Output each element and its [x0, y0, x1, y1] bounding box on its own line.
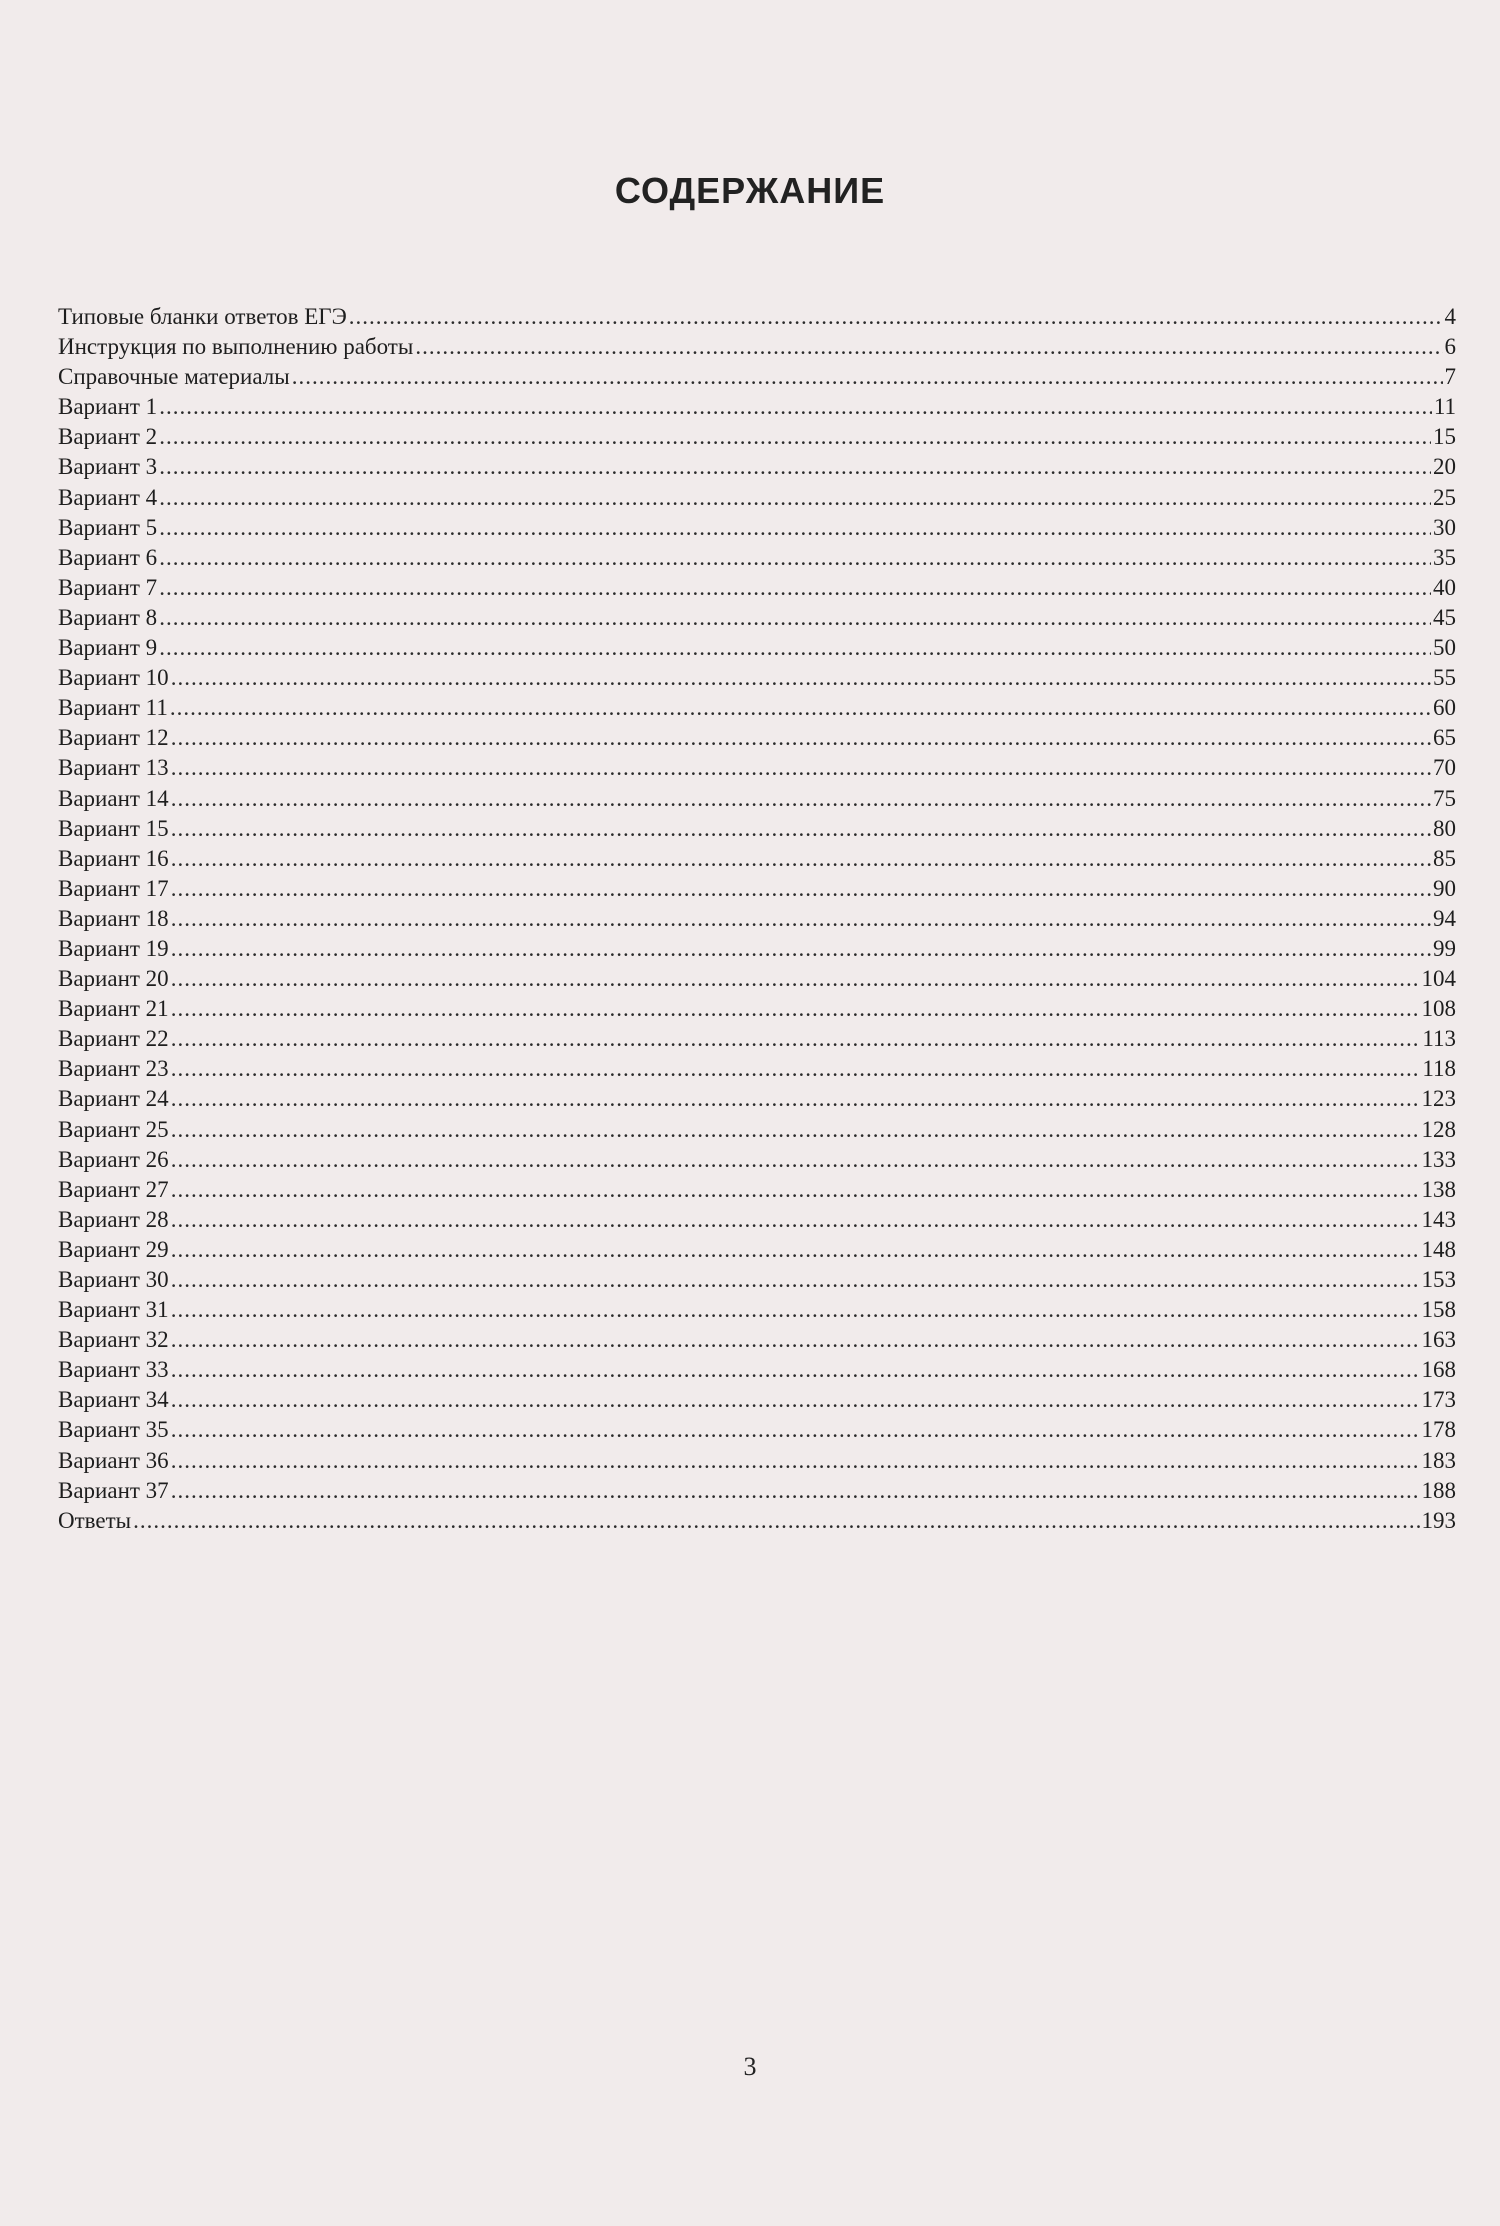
toc-entry-label: Вариант 29 [58, 1236, 169, 1262]
toc-entry-label: Вариант 6 [58, 544, 158, 570]
toc-entry-page: 50 [1433, 635, 1456, 661]
toc-entry-page: 4 [1444, 304, 1456, 329]
toc-entry-label: Вариант 21 [58, 996, 169, 1022]
toc-leader-dots [171, 1325, 1420, 1355]
page-title: СОДЕРЖАНИЕ [614, 170, 886, 211]
toc-entry [58, 723, 1456, 753]
toc-entry [58, 332, 1456, 362]
toc-entry-page: 104 [1421, 966, 1456, 992]
toc-entry-page: 99 [1433, 935, 1456, 961]
toc-leader-dots [171, 1205, 1420, 1235]
toc-leader-dots [171, 723, 1431, 753]
toc-entry [58, 784, 1456, 814]
toc-entry-page: 163 [1421, 1327, 1456, 1353]
toc-entry-label: Справочные материалы [58, 364, 290, 390]
toc-leader-dots [159, 422, 1431, 452]
toc-entry [58, 874, 1456, 904]
toc-entry-label: Вариант 3 [58, 454, 158, 480]
toc-entry [58, 513, 1456, 543]
toc-entry-label: Вариант 9 [58, 635, 158, 661]
toc-leader-dots [171, 1235, 1420, 1265]
toc-entry-page: 173 [1421, 1387, 1456, 1413]
toc-entry-label: Вариант 15 [58, 815, 169, 841]
toc-entry-page: 11 [1433, 394, 1456, 420]
toc-entry [58, 994, 1456, 1024]
toc-entry-page: 143 [1421, 1206, 1456, 1232]
toc-entry-page: 94 [1433, 905, 1456, 931]
toc-entry [58, 1054, 1456, 1084]
toc-entry-page: 148 [1421, 1236, 1456, 1262]
toc-entry-page: 15 [1433, 424, 1456, 450]
toc-entry-label: Вариант 8 [58, 604, 158, 630]
toc-entry [58, 392, 1456, 422]
toc-leader-dots [171, 874, 1431, 904]
toc-entry-label: Вариант 22 [58, 1026, 169, 1052]
toc-entry-label: Вариант 27 [58, 1176, 169, 1202]
toc-entry [58, 934, 1456, 964]
toc-leader-dots [170, 693, 1431, 723]
toc-entry [58, 1235, 1456, 1265]
toc-entry-page: 108 [1421, 996, 1456, 1022]
toc-leader-dots [171, 934, 1431, 964]
toc-entry-page: 25 [1433, 484, 1456, 510]
toc-leader-dots [171, 844, 1431, 874]
toc-entry-label: Вариант 30 [58, 1267, 169, 1292]
toc-entry [58, 1355, 1456, 1385]
toc-entry [58, 1205, 1456, 1235]
toc-entry-label: Вариант 32 [58, 1327, 169, 1353]
toc-leader-dots [171, 784, 1431, 814]
toc-entry [58, 483, 1456, 513]
toc-entry [58, 1325, 1456, 1355]
toc-entry [58, 543, 1456, 573]
toc-leader-dots [171, 1385, 1420, 1415]
toc-leader-dots [159, 392, 1432, 422]
toc-entry-label: Вариант 28 [58, 1206, 169, 1232]
table-of-contents [58, 302, 1456, 1536]
toc-leader-dots [171, 1145, 1420, 1175]
toc-entry [58, 663, 1456, 693]
toc-entry [58, 1385, 1456, 1415]
toc-entry-label: Вариант 4 [58, 484, 158, 510]
toc-entry-label: Вариант 12 [58, 725, 169, 751]
toc-entry-page: 118 [1422, 1056, 1456, 1082]
toc-entry [58, 964, 1456, 994]
toc-leader-dots [171, 904, 1431, 934]
toc-entry [58, 1476, 1456, 1506]
toc-entry-page: 35 [1433, 544, 1456, 570]
toc-leader-dots [415, 332, 1442, 362]
toc-entry-label: Вариант 26 [58, 1146, 169, 1172]
toc-entry [58, 603, 1456, 633]
toc-entry-page: 85 [1433, 845, 1456, 871]
toc-leader-dots [159, 573, 1431, 603]
toc-entry-page: 193 [1421, 1507, 1456, 1533]
toc-entry-label: Вариант 7 [58, 574, 158, 600]
toc-entry [58, 1024, 1456, 1054]
toc-entry-label: Вариант 24 [58, 1086, 169, 1112]
toc-entry-label: Вариант 16 [58, 845, 169, 871]
toc-leader-dots [171, 1476, 1420, 1506]
toc-leader-dots [159, 633, 1431, 663]
toc-entry-label: Вариант 34 [58, 1387, 169, 1413]
toc-entry-page: 20 [1433, 454, 1456, 480]
toc-entry-label: Вариант 37 [58, 1477, 169, 1503]
toc-leader-dots [133, 1506, 1419, 1536]
toc-entry [58, 573, 1456, 603]
toc-entry-page: 90 [1433, 875, 1456, 901]
toc-entry-page: 45 [1433, 604, 1456, 630]
toc-entry [58, 844, 1456, 874]
toc-entry-page: 60 [1433, 695, 1456, 721]
toc-leader-dots [159, 483, 1431, 513]
toc-leader-dots [171, 1024, 1421, 1054]
toc-leader-dots [171, 1054, 1421, 1084]
toc-leader-dots [171, 964, 1420, 994]
toc-entry-label: Вариант 25 [58, 1116, 169, 1142]
toc-entry-page: 158 [1421, 1297, 1456, 1323]
toc-leader-dots [171, 1175, 1420, 1205]
toc-leader-dots [171, 663, 1431, 693]
page-number: 3 [743, 2052, 757, 2081]
toc-entry-page: 123 [1421, 1086, 1456, 1112]
toc-entry-page: 6 [1444, 334, 1456, 360]
toc-entry-label: Вариант 19 [58, 935, 169, 961]
toc-entry [58, 1506, 1456, 1536]
toc-entry [58, 302, 1456, 332]
toc-leader-dots [159, 452, 1431, 482]
toc-entry-page: 7 [1444, 364, 1456, 390]
toc-leader-dots [171, 994, 1420, 1024]
toc-entry [58, 1415, 1456, 1445]
toc-entry [58, 452, 1456, 482]
toc-leader-dots [292, 362, 1443, 392]
toc-leader-dots [349, 302, 1443, 332]
toc-entry-label: Вариант 13 [58, 755, 169, 781]
toc-entry-label: Вариант 33 [58, 1357, 169, 1383]
toc-entry-label: Вариант 5 [58, 514, 158, 540]
toc-leader-dots [171, 1084, 1420, 1114]
toc-entry-label: Инструкция по выполнению работы [58, 334, 414, 360]
toc-entry-page: 128 [1421, 1116, 1456, 1142]
toc-entry-page: 188 [1421, 1477, 1456, 1503]
toc-entry [58, 633, 1456, 663]
toc-entry-label: Вариант 36 [58, 1447, 169, 1473]
toc-entry-label: Вариант 20 [58, 966, 169, 992]
toc-entry-label: Вариант 31 [58, 1297, 169, 1323]
toc-entry-label: Вариант 11 [58, 695, 168, 721]
toc-entry-page: 65 [1433, 725, 1456, 751]
toc-leader-dots [159, 543, 1431, 573]
toc-entry [58, 1446, 1456, 1476]
toc-leader-dots [171, 1295, 1420, 1325]
toc-entry [58, 362, 1456, 392]
toc-entry-page: 30 [1433, 514, 1456, 540]
toc-entry-page: 138 [1421, 1176, 1456, 1202]
toc-leader-dots [171, 1265, 1420, 1295]
toc-entry [58, 904, 1456, 934]
toc-entry-page: 178 [1421, 1417, 1456, 1443]
toc-entry [58, 1115, 1456, 1145]
toc-leader-dots [159, 603, 1431, 633]
toc-leader-dots [171, 1446, 1420, 1476]
toc-entry-label: Вариант 18 [58, 905, 169, 931]
toc-entry [58, 1145, 1456, 1175]
toc-entry-page: 153 [1421, 1267, 1456, 1292]
toc-entry [58, 814, 1456, 844]
toc-entry [58, 1175, 1456, 1205]
toc-entry [58, 693, 1456, 723]
toc-leader-dots [159, 513, 1431, 543]
toc-entry [58, 1295, 1456, 1325]
toc-entry-label: Ответы [58, 1507, 132, 1533]
toc-entry-label: Вариант 10 [58, 665, 169, 691]
toc-entry [58, 422, 1456, 452]
toc-entry-label: Вариант 1 [58, 394, 158, 420]
toc-entry-page: 40 [1433, 574, 1456, 600]
toc-entry-label: Вариант 23 [58, 1056, 169, 1082]
toc-leader-dots [171, 1415, 1420, 1445]
toc-entry-page: 168 [1421, 1357, 1456, 1383]
toc-leader-dots [171, 814, 1431, 844]
toc-leader-dots [171, 1115, 1420, 1145]
toc-entry-label: Типовые бланки ответов ЕГЭ [58, 304, 347, 329]
toc-entry-page: 75 [1433, 785, 1456, 811]
toc-entry [58, 753, 1456, 783]
toc-entry-page: 70 [1433, 755, 1456, 781]
toc-entry-page: 183 [1421, 1447, 1456, 1473]
toc-entry-page: 55 [1433, 665, 1456, 691]
toc-entry-label: Вариант 35 [58, 1417, 169, 1443]
toc-entry-page: 133 [1421, 1146, 1456, 1172]
toc-leader-dots [171, 753, 1431, 783]
toc-entry-page: 80 [1433, 815, 1456, 841]
toc-entry-label: Вариант 2 [58, 424, 158, 450]
toc-entry [58, 1084, 1456, 1114]
toc-entry-label: Вариант 17 [58, 875, 169, 901]
toc-leader-dots [171, 1355, 1420, 1385]
toc-entry-page: 113 [1422, 1026, 1456, 1052]
toc-entry-label: Вариант 14 [58, 785, 169, 811]
toc-entry [58, 1265, 1456, 1295]
